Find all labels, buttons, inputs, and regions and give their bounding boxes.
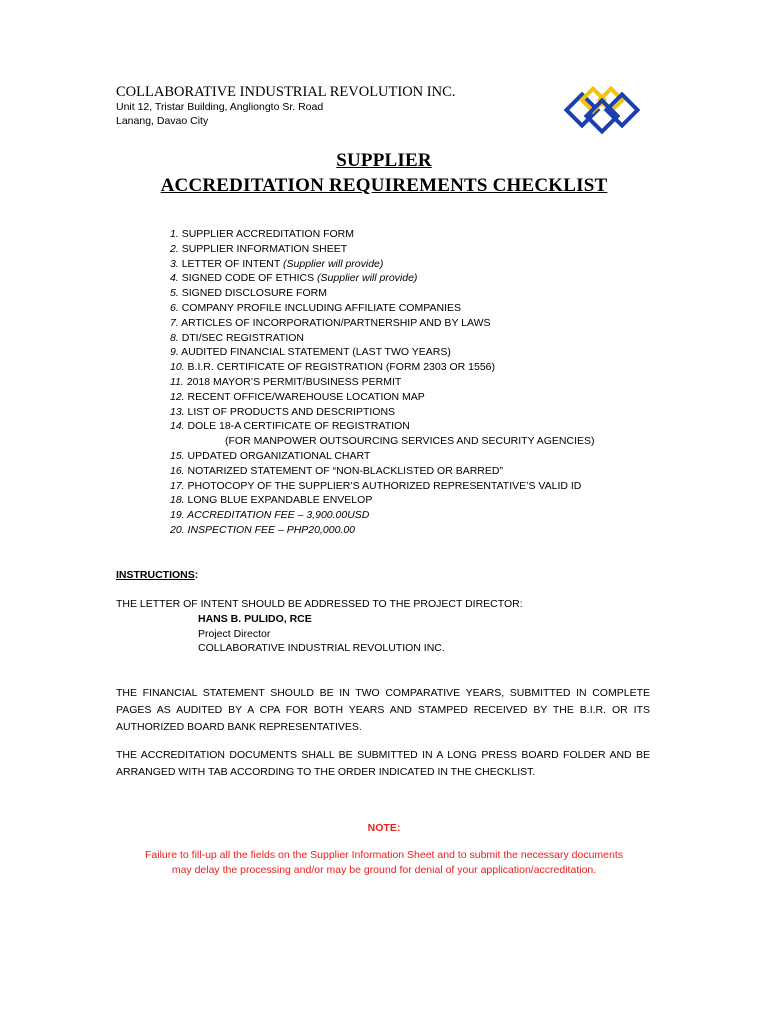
title-line-2: ACCREDITATION REQUIREMENTS CHECKLIST [160, 175, 608, 196]
checklist-item: 2. SUPPLIER INFORMATION SHEET [170, 242, 348, 255]
checklist-item: 15. UPDATED ORGANIZATIONAL CHART [170, 449, 371, 462]
checklist-item: 8. DTI/SEC REGISTRATION [170, 331, 305, 344]
instructions-heading: INSTRUCTIONS: [116, 569, 199, 581]
checklist-item: 12. RECENT OFFICE/WAREHOUSE LOCATION MAP [170, 390, 425, 403]
documents-paragraph: THE ACCREDITATION DOCUMENTS SHALL BE SUBMITTED IN A LONG PRESS BOARD FOLDER AND BE ARRANGED WITH TAB ACCORDING TO THE ORDER INDICATED IN THE CHECKLIST. [116, 749, 650, 778]
address-line-2: Lanang, Davao City [116, 115, 209, 127]
checklist-item: 3. LETTER OF INTENT (Supplier will provide) [170, 257, 384, 270]
checklist-item: 16. NOTARIZED STATEMENT OF “NON-BLACKLISTED OR BARRED” [170, 464, 503, 477]
checklist-item: 11. 2018 MAYOR’S PERMIT/BUSINESS PERMIT [170, 375, 402, 388]
checklist-item: 13. LIST OF PRODUCTS AND DESCRIPTIONS [170, 405, 396, 418]
checklist-item: 9. AUDITED FINANCIAL STATEMENT (LAST TWO YEARS) [170, 346, 451, 359]
company-name: COLLABORATIVE INDUSTRIAL REVOLUTION INC. [116, 84, 456, 100]
checklist-item: 17. PHOTOCOPY OF THE SUPPLIER’S AUTHORIZED REPRESENTATIVE’S VALID ID [170, 479, 582, 492]
company-logo [560, 84, 644, 136]
checklist-item: 6. COMPANY PROFILE INCLUDING AFFILIATE COMPANIES [170, 301, 461, 314]
address-line-1: Unit 12, Tristar Building, Angliongto Sr. Road [116, 101, 324, 113]
checklist-item: 5. SIGNED DISCLOSURE FORM [170, 287, 327, 300]
checklist-item: 19. ACCREDITATION FEE – 3,900.00USD [170, 509, 370, 522]
checklist-item: 1. SUPPLIER ACCREDITATION FORM [170, 228, 354, 240]
title-line-1: SUPPLIER [336, 150, 432, 171]
checklist-item: 4. SIGNED CODE OF ETHICS (Supplier will provide) [170, 272, 418, 285]
note-body: Failure to fill-up all the fields on the Supplier Information Sheet and to submit the necessary documents may delay the processing and/or may be ground for denial of your application/accreditation. [144, 849, 623, 876]
letter-intro: THE LETTER OF INTENT SHOULD BE ADDRESSED TO THE PROJECT DIRECTOR: [116, 598, 523, 610]
financial-statement-paragraph: THE FINANCIAL STATEMENT SHOULD BE IN TWO COMPARATIVE YEARS, SUBMITTED IN COMPLETE PAGES AS AUDITED BY A CPA FOR BOTH YEARS AND STAMPED RECEIVED BY THE B.I.R. OR ITS AUTHORIZED BOARD BANK REPRESENTATIVES. [116, 687, 650, 733]
checklist-item-subline: (FOR MANPOWER OUTSOURCING SERVICES AND SECURITY AGENCIES) [225, 435, 595, 448]
note-heading: NOTE: [367, 822, 401, 834]
checklist-item: 18. LONG BLUE EXPANDABLE ENVELOP [170, 494, 373, 507]
checklist-item: 10. B.I.R. CERTIFICATE OF REGISTRATION (FORM 2303 OR 1556) [170, 361, 495, 374]
checklist-item: 14. DOLE 18-A CERTIFICATE OF REGISTRATION [170, 420, 410, 433]
addressee-company: COLLABORATIVE INDUSTRIAL REVOLUTION INC. [198, 642, 445, 654]
addressee-title: Project Director [198, 628, 271, 640]
addressee-name: HANS B. PULIDO, RCE [198, 613, 312, 625]
checklist-item: 20. INSPECTION FEE – PHP20,000.00 [170, 523, 356, 536]
checklist-item: 7. ARTICLES OF INCORPORATION/PARTNERSHIP AND BY LAWS [170, 316, 491, 329]
requirements-checklist [170, 227, 595, 538]
